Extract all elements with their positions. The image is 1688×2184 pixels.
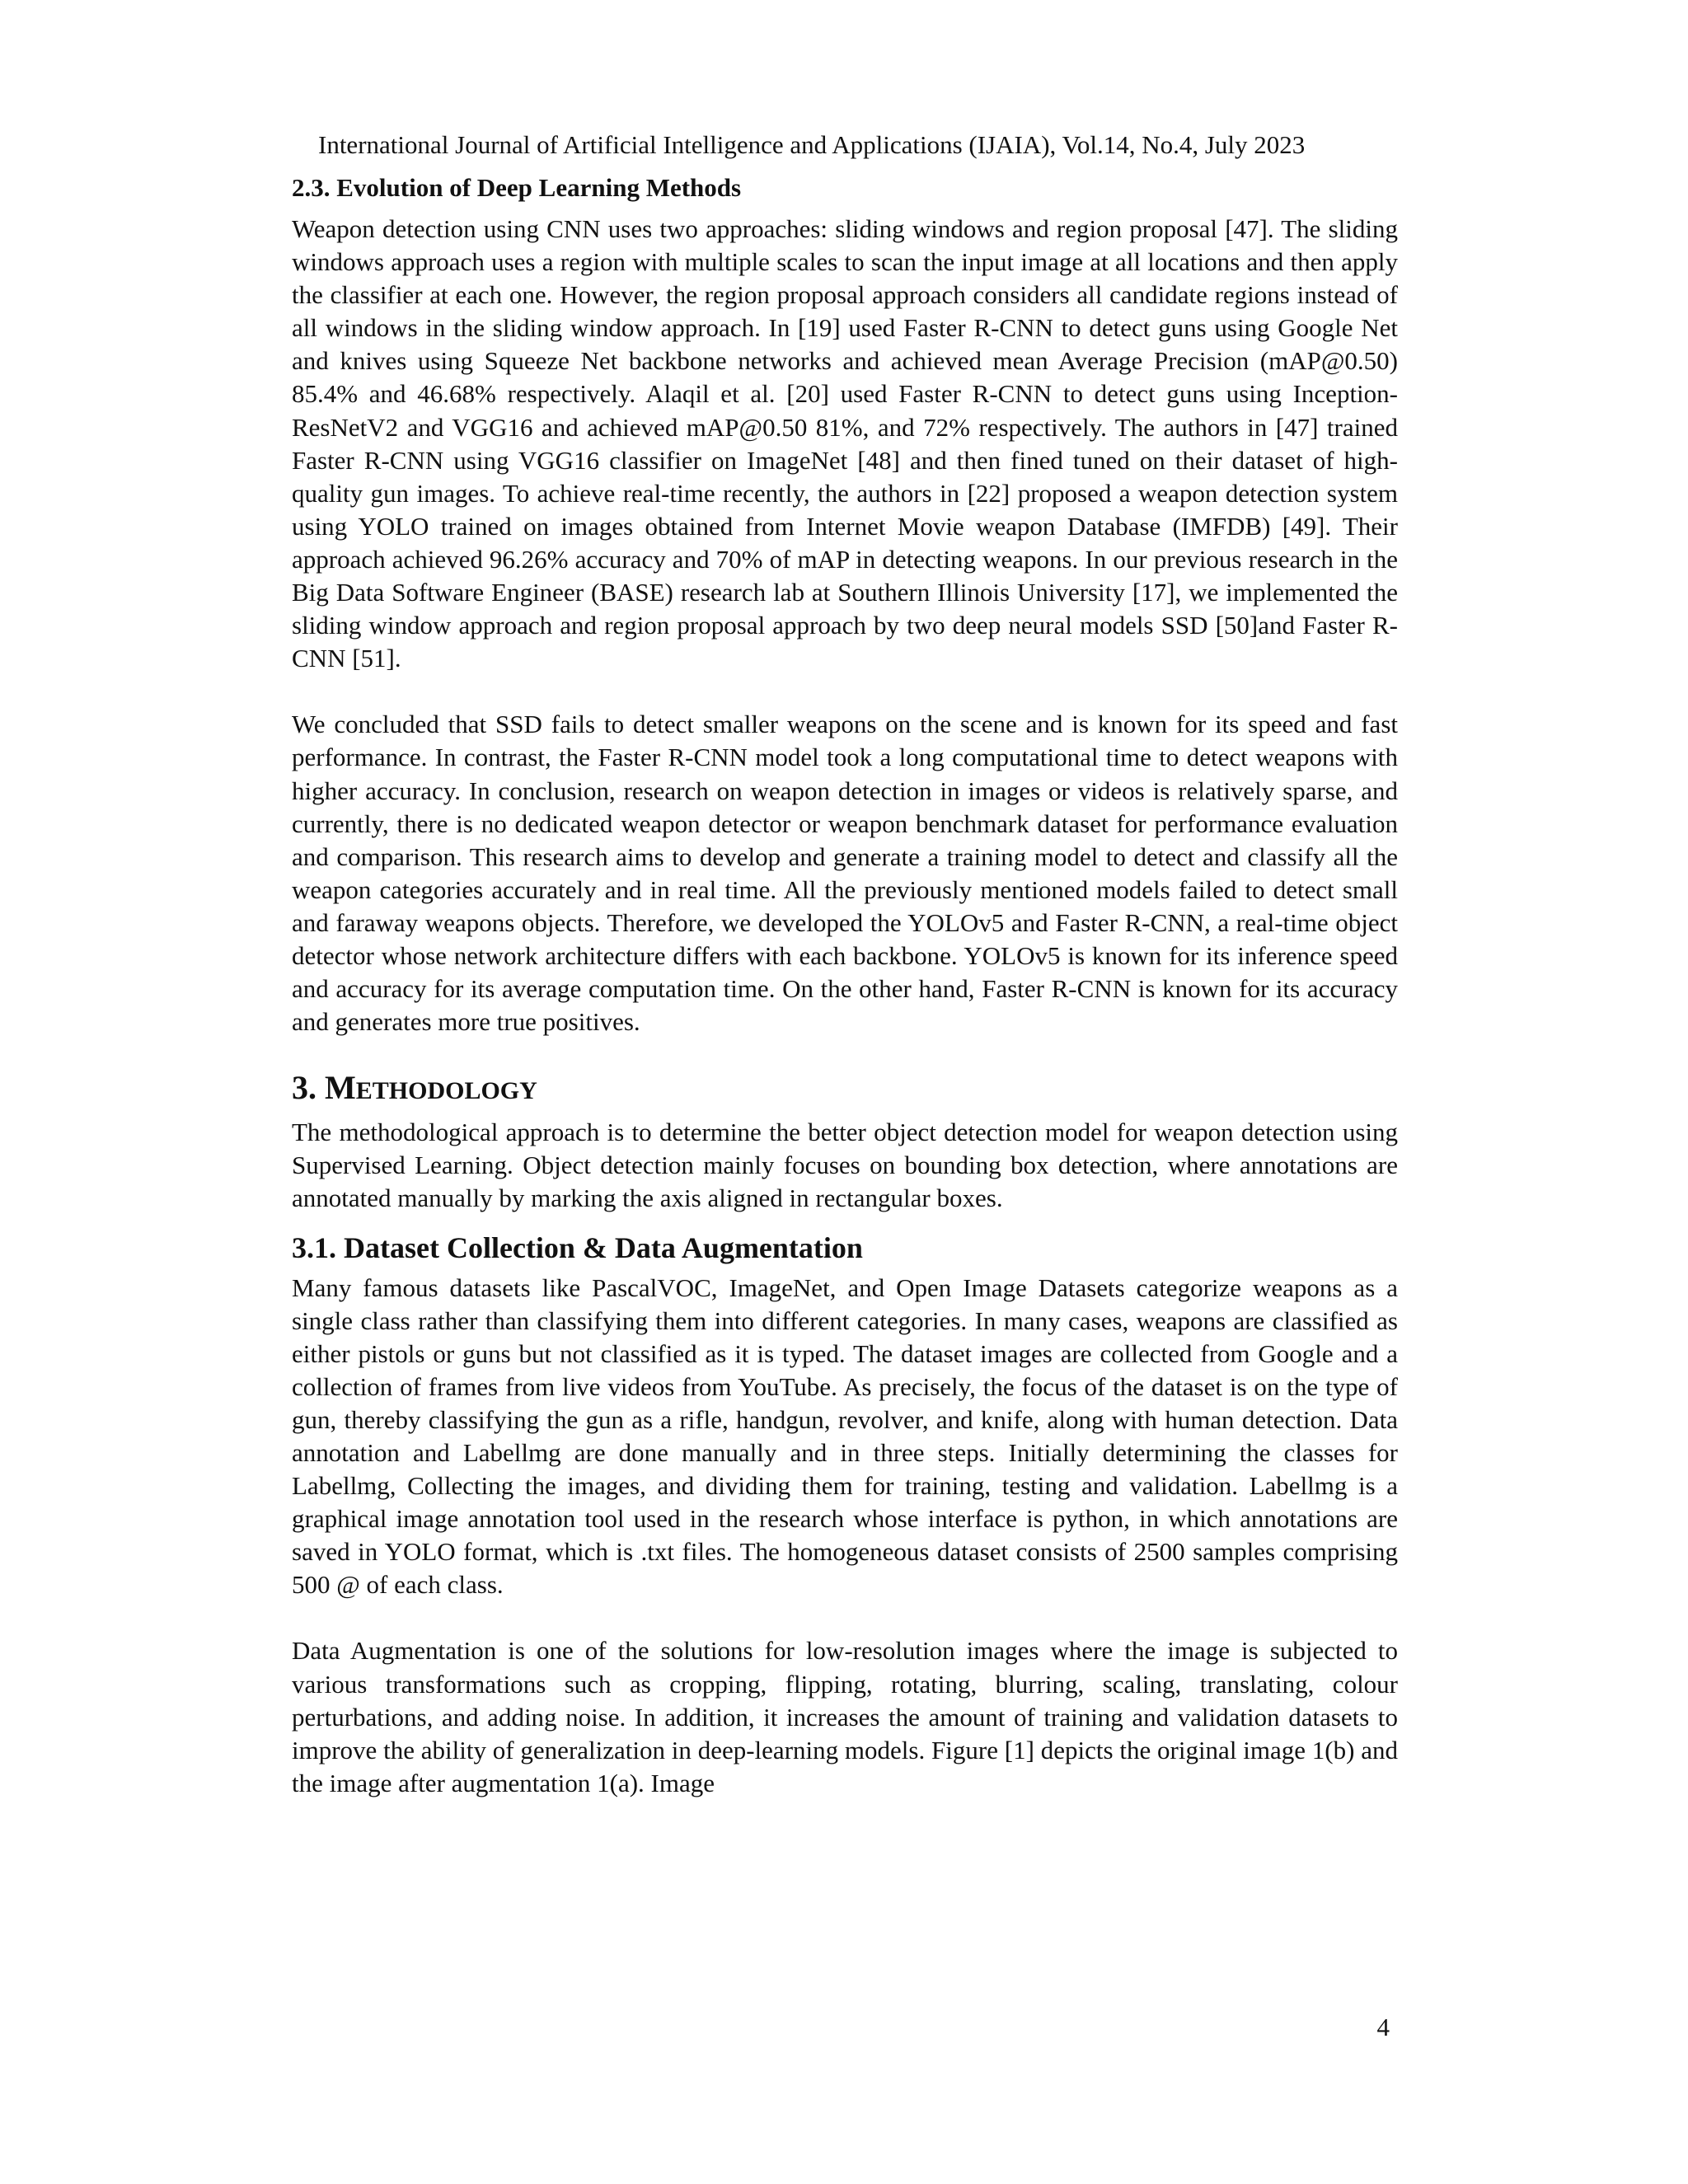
section-3-title-initial: M [325,1069,356,1107]
page-content [292,171,1398,1800]
section-2-3-paragraph-2: We concluded that SSD fails to detect smaller weapons on the scene and is known for its speed and fast performance. In contrast, the Faster R-CNN model took a long computational time to detect weapons with higher accuracy. In conclusion, research on weapon detection in images or videos is relatively sparse, and currently, there is no dedicated weapon detector or weapon benchmark dataset for performance evaluation and comparison. This research aims to develop and generate a training model to detect and classify all the weapon categories accurately and in real time. All the previously mentioned models failed to detect small and faraway weapons objects. Therefore, we developed the YOLOv5 and Faster R-CNN, a real-time object detector whose network architecture differs with each backbone. YOLOv5 is known for its inference speed and accuracy for its average computation time. On the other hand, Faster R-CNN is known for its accuracy and generates more true positives. [292,710,1398,1037]
section-3-1-paragraph-2: Data Augmentation is one of the solutions for low-resolution images where the image is subjected to various transformations such as cropping, flipping, rotating, blurring, scaling, translating, colour perturbations, and adding noise. In addition, it increases the amount of training and validation datasets to improve the ability of generalization in deep-learning models. Figure [1] depicts the original image 1(b) and the image after augmentation 1(a). Image [292,1636,1398,1797]
section-3-title [292,1068,1398,1111]
section-3-title-rest: ETHODOLOGY [355,1077,537,1105]
section-3-1-heading: 3.1. Dataset Collection & Data Augmentation [292,1230,863,1264]
section-2-3-heading: 2.3. Evolution of Deep Learning Methods [292,173,742,202]
section-3-number: 3. [292,1069,325,1107]
section-2-3-paragraph-1: Weapon detection using CNN uses two approaches: sliding windows and region proposal [47]. The sliding windows approach uses a region with multiple scales to scan the input image at all locations and then apply the classifier at each one. However, the region proposal approach considers all candidate regions instead of all windows in the sliding window approach. In [19] used Faster R-CNN to detect guns using Google Net and knives using Squeeze Net backbone networks and achieved mean Average Precision (mAP@0.50) 85.4% and 46.68% respectively. Alaqil et al. [20] used Faster R-CNN to detect guns using Inception-ResNetV2 and VGG16 and achieved mAP@0.50 81%, and 72% respectively. The authors in [47] trained Faster R-CNN using VGG16 classifier on ImageNet [48] and then fined tuned on their dataset of high-quality gun images. To achieve real-time recently, the authors in [22] proposed a weapon detection system using YOLO trained on images obtained from Internet Movie weapon Database (IMFDB) [49]. Their approach achieved 96.26% accuracy and 70% of mAP in detecting weapons. In our previous research in the Big Data Software Engineer (BASE) research lab at Southern Illinois University [17], we implemented the sliding window approach and region proposal approach by two deep neural models SSD [50]and Faster R-CNN [51]. [292,214,1398,673]
section-3-paragraph: The methodological approach is to determine the better object detection model for weapon detection using Supervised Learning. Object detection mainly focuses on bounding box detection, where annotations are annotated manually by marking the axis aligned in rectangular boxes. [292,1118,1398,1213]
page-number: 4 [1376,2013,1390,2041]
section-3-1-paragraph-1: Many famous datasets like PascalVOC, ImageNet, and Open Image Datasets categorize weapons as a single class rather than classifying them into different categories. In many cases, weapons are classified as either pistols or guns but not classified as it is typed. The dataset images are collected from Google and a collection of frames from live videos from YouTube. As precisely, the focus of the dataset is on the type of gun, thereby classifying the gun as a rifle, handgun, revolver, and knife, along with human detection. Data annotation and Labellmg are done manually and in three steps. Initially determining the classes for Labellmg, Collecting the images, and dividing them for training, testing and validation. Labellmg is a graphical image annotation tool used in the research whose interface is python, in which annotations are saved in YOLO format, which is .txt files. The homogeneous dataset consists of 2500 samples comprising 500 @ of each class. [292,1272,1398,1600]
running-head: International Journal of Artificial Intelligence and Applications (IJAIA), Vol.14, No.4, July 2023 [318,130,1306,159]
